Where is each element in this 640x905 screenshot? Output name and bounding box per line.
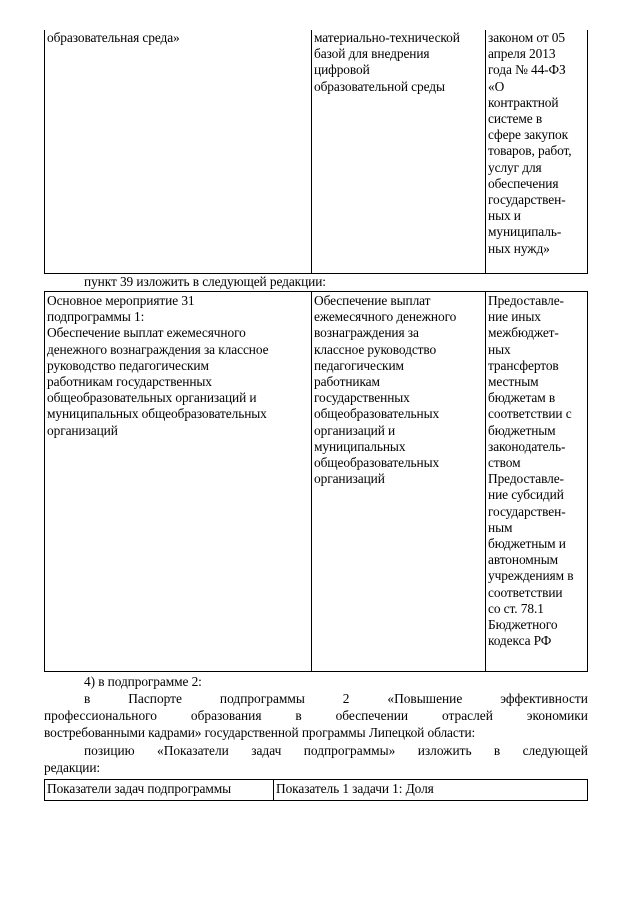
passport-word: отраслей (441, 708, 493, 723)
table1-cell-environment: образовательная среда» (47, 30, 180, 45)
passport-line-3: востребованными кадрами» государственной программы Липецкой области: (44, 725, 476, 740)
table1-border-right (587, 30, 588, 274)
position-word: подпрограммы» (303, 743, 396, 758)
passport-line-2 (44, 708, 588, 724)
table3-border-right (587, 779, 588, 801)
position-word: задач (251, 743, 282, 758)
table2-border-top (44, 291, 588, 292)
passport-word: подпрограммы (219, 691, 305, 706)
table2-cell-payments: Обеспечение выплат ежемесячного денежного вознаграждения за классное руководство педагогическим работникам государственных общеобразовательных организаций и муниципальных общеобразовательных организаций (314, 293, 457, 487)
passport-word: обеспечении (335, 708, 409, 723)
table2-border-right (587, 291, 588, 672)
position-word: «Показатели (157, 743, 229, 758)
table2-cell-main-event: Основное мероприятие 31 подпрограммы 1: Обеспечение выплат ежемесячного денежного вознаграждения за классное руководство педагогическим работникам государственных общеобразовательных организаций и муниципальных общеобразовательных организаций (47, 293, 269, 438)
passport-line-1 (84, 691, 588, 707)
passport-word: профессионального (44, 708, 157, 723)
passport-word: в (295, 708, 302, 723)
position-word: позицию (84, 743, 135, 758)
position-word: следующей (522, 743, 588, 758)
table1-border-left (44, 30, 45, 274)
position-line-2: редакции: (44, 760, 101, 775)
paragraph-point-39: пункт 39 изложить в следующей редакции: (84, 274, 326, 289)
table3-cell-indicator-1: Показатель 1 задачи 1: Доля (276, 781, 434, 796)
table3-border-top (44, 779, 588, 780)
passport-word: образования (190, 708, 262, 723)
passport-word: экономики (526, 708, 588, 723)
passport-word: в (84, 691, 91, 706)
position-word: изложить (417, 743, 472, 758)
passport-word: «Повышение (387, 691, 463, 706)
table2-border-bottom (44, 671, 588, 672)
paragraph-subprogram-2: 4) в подпрограмме 2: (84, 674, 202, 689)
table1-cell-law-reference: законом от 05 апреля 2013 года № 44-ФЗ «О контрактной системе в сфере закупок товаров, работ, услуг для обеспечения государствен- ных и муниципаль- ных нужд» (488, 30, 572, 256)
table3-cell-indicators-label: Показатели задач подпрограммы (47, 781, 232, 796)
position-word: в (493, 743, 501, 758)
passport-word: 2 (342, 691, 350, 706)
passport-word: Паспорте (128, 691, 182, 706)
table2-cell-transfers: Предоставле- ние иных межбюджет- ных трансфертов местным бюджетам в соответствии с бюджетным законодатель- ством Предоставле- ние субсидий государствен- ным бюджетным и автономным учреждениям в соответствии со ст. 78.1 Бюджетного кодекса РФ (488, 293, 574, 649)
position-line-1 (84, 743, 588, 759)
table1-cell-material-base: материально-технической базой для внедрения цифровой образовательной среды (314, 30, 460, 94)
table3-border-bottom (44, 800, 588, 801)
passport-word: эффективности (500, 691, 588, 706)
